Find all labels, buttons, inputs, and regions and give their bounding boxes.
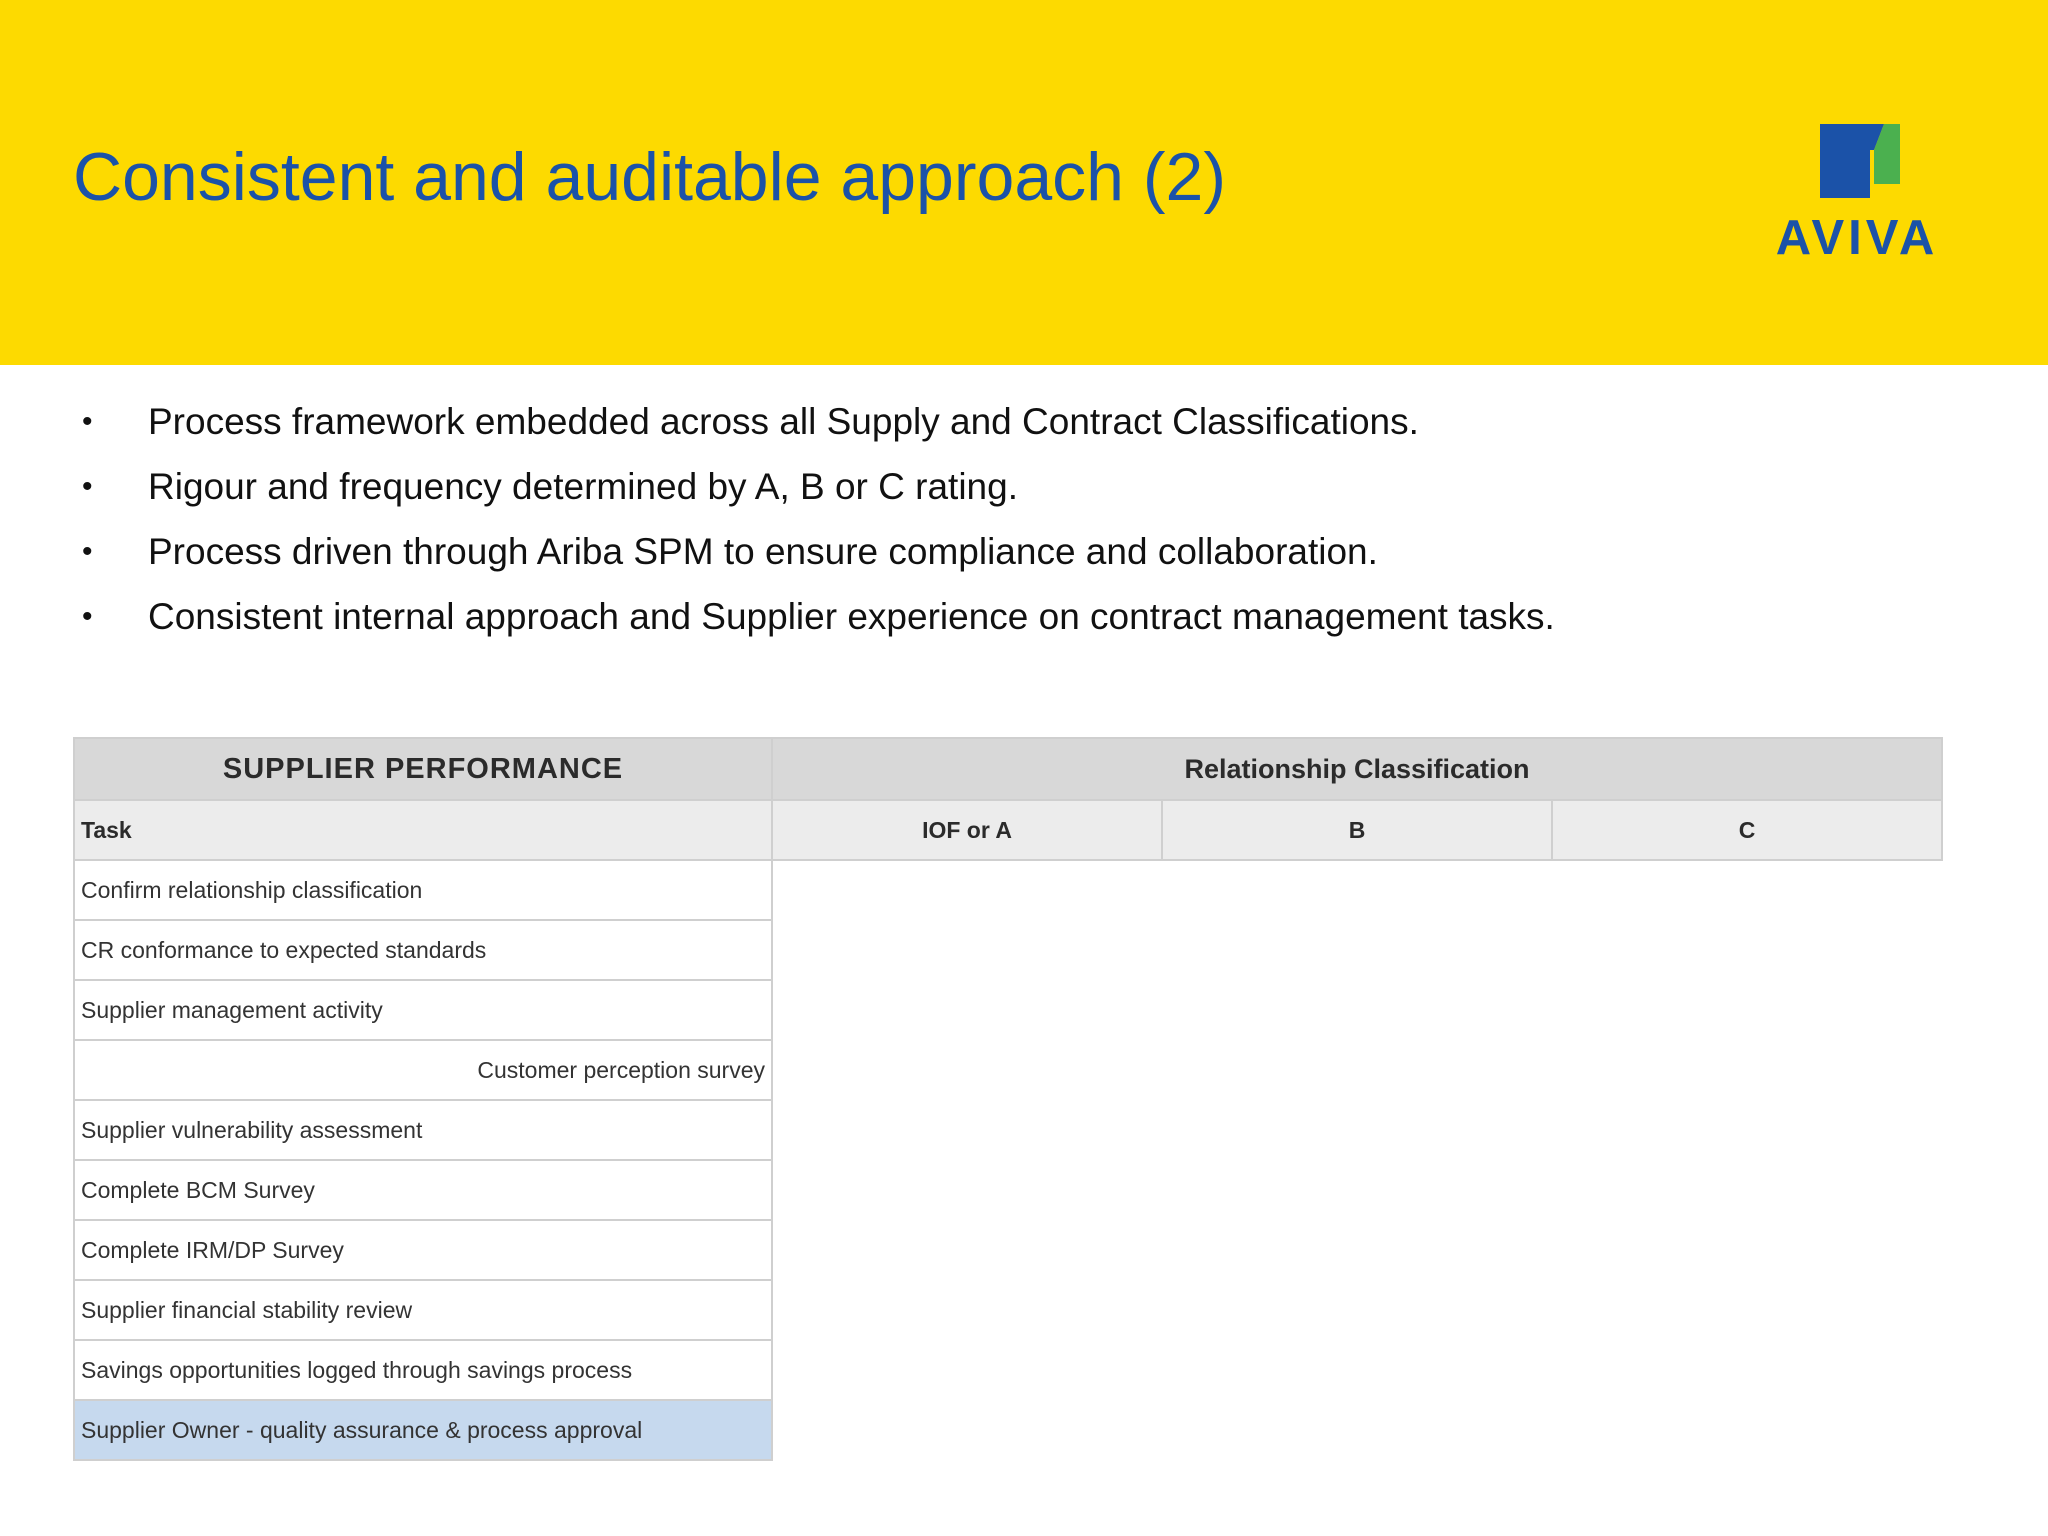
- empty-cell: [772, 1160, 1942, 1220]
- task-cell: Savings opportunities logged through savings process: [74, 1340, 772, 1400]
- table-row: [74, 860, 1942, 920]
- table-row: [74, 1100, 1942, 1160]
- supplier-performance-table: [73, 737, 1943, 1461]
- bullet-item: [80, 528, 1555, 593]
- empty-cell: [772, 1280, 1942, 1340]
- empty-cell: [772, 1040, 1942, 1100]
- task-cell: Supplier Owner - quality assurance & process approval: [74, 1400, 772, 1460]
- bullet-text: Process framework embedded across all Supply and Contract Classifications.: [148, 401, 1419, 442]
- table-row: [74, 1340, 1942, 1400]
- bullet-item: [80, 593, 1555, 658]
- table-row: [74, 980, 1942, 1040]
- bullet-dot: •: [82, 600, 93, 633]
- supplier-performance-header: SUPPLIER PERFORMANCE: [74, 738, 772, 800]
- aviva-logo-text: AVIVA: [1775, 211, 1939, 265]
- task-cell: Supplier financial stability review: [74, 1280, 772, 1340]
- relationship-classification-header: Relationship Classification: [772, 738, 1942, 800]
- bullet-text: Process driven through Ariba SPM to ensure compliance and collaboration.: [148, 531, 1378, 572]
- task-cell: Complete IRM/DP Survey: [74, 1220, 772, 1280]
- empty-cell: [772, 1400, 1942, 1460]
- table-row: [74, 1400, 1942, 1460]
- column-header-b: B: [1162, 800, 1552, 860]
- bullet-text: Rigour and frequency determined by A, B or C rating.: [148, 466, 1018, 507]
- aviva-logo: [1762, 120, 1952, 265]
- empty-cell: [772, 980, 1942, 1040]
- task-cell: Complete BCM Survey: [74, 1160, 772, 1220]
- column-header-c: C: [1552, 800, 1942, 860]
- table-row: [74, 920, 1942, 980]
- column-header-iof-a: IOF or A: [772, 800, 1162, 860]
- bullet-item: [80, 463, 1555, 528]
- empty-cell: [772, 1340, 1942, 1400]
- table-row: [74, 1280, 1942, 1340]
- empty-cell: [772, 1100, 1942, 1160]
- task-column-header: Task: [74, 800, 772, 860]
- table-row: [74, 1160, 1942, 1220]
- empty-cell: [772, 1220, 1942, 1280]
- bullet-list: [80, 398, 1555, 658]
- empty-cell: [772, 860, 1942, 920]
- bullet-dot: •: [82, 535, 93, 568]
- table-row: [74, 1220, 1942, 1280]
- slide-title: Consistent and auditable approach (2): [73, 139, 1226, 215]
- table-row: [74, 1040, 1942, 1100]
- empty-cell: [772, 920, 1942, 980]
- table-header-row: [74, 738, 1942, 800]
- bullet-item: [80, 398, 1555, 463]
- task-cell: Supplier management activity: [74, 980, 772, 1040]
- task-cell: Confirm relationship classification: [74, 860, 772, 920]
- aviva-logo-mark-icon: [1762, 120, 1952, 210]
- bullet-dot: •: [82, 405, 93, 438]
- task-cell: Supplier vulnerability assessment: [74, 1100, 772, 1160]
- bullet-dot: •: [82, 470, 93, 503]
- table-subheader-row: [74, 800, 1942, 860]
- task-cell: CR conformance to expected standards: [74, 920, 772, 980]
- bullet-text: Consistent internal approach and Supplier experience on contract management tasks.: [148, 596, 1555, 637]
- task-cell: Customer perception survey: [74, 1040, 772, 1100]
